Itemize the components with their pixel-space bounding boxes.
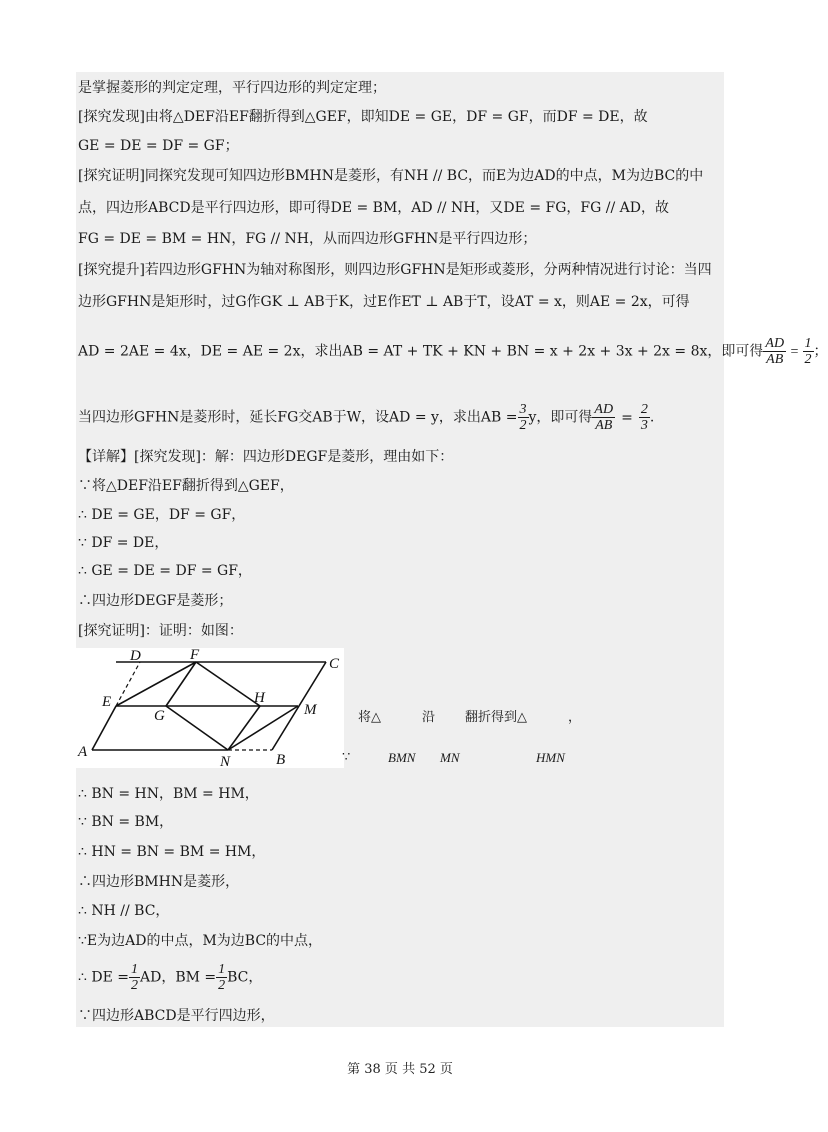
fraction-denominator: 2 — [218, 978, 226, 993]
text-line: ∴四边形BMHN是菱形， — [78, 874, 240, 890]
fraction-denominator: 2 — [130, 978, 138, 993]
text-span: ； — [813, 343, 828, 360]
fraction-numerator: 3 — [519, 402, 527, 417]
fraction-numerator: 1 — [804, 336, 812, 351]
text-line: 【详解】[探究发现]：解：四边形DEGF是菱形，理由如下： — [78, 449, 454, 465]
text-line: ∴ DE = GE，DF = GF， — [78, 507, 246, 523]
text-line: [探究提升]若四边形GFHN为轴对称图形，则四边形GFHN是矩形或菱形，分两种情况进行讨论：当四 — [78, 262, 712, 278]
caption-fragment: 将△ — [358, 710, 381, 725]
fraction — [592, 402, 615, 433]
edge-gn — [166, 706, 228, 750]
text-line: ∴ NH // BC， — [78, 903, 170, 919]
text-span: y，即可得 — [528, 409, 593, 426]
text-line: ∴四边形DEGF是菱形； — [78, 593, 233, 609]
text-line: [探究发现]由将△DEF沿EF翻折得到△GEF，即知DE = GE，DF = GF，而DF = DE，故 — [78, 109, 648, 125]
text-line: ∵ BN = BM， — [78, 814, 174, 830]
fraction-denominator: 3 — [640, 418, 648, 433]
text-span: 当四边形GFHN是菱形时，延长FG交AB于W，设AD = y，求出AB = — [78, 409, 518, 426]
fraction — [129, 962, 140, 993]
text-line: [探究证明]同探究发现可知四边形BMHN是菱形，有NH // BC，而E为边AD的中点，M为边BC的中 — [78, 168, 704, 184]
caption-fragment: 翻折得到△ — [465, 710, 527, 725]
parallelogram-diagram — [76, 648, 344, 768]
edge-nm — [228, 706, 298, 750]
fraction — [763, 336, 786, 367]
fraction-numerator: AD — [594, 402, 614, 417]
label-n: N — [220, 754, 231, 770]
caption-math: BMN — [388, 750, 416, 765]
text-span: . — [649, 409, 655, 426]
fraction-denominator: AB — [766, 352, 784, 367]
text-line: 点，四边形ABCD是平行四边形，即可得DE = BM，AD // NH，又DE = FG，FG // AD，故 — [78, 200, 669, 216]
text-span: AD = 2AE = 4x，DE = AE = 2x，求出AB = AT + TK + KN + BN = x + 2x + 3x + 2x = 8x，即可得 — [78, 343, 764, 360]
geometry-figure — [76, 648, 344, 768]
equals-sign: = — [621, 409, 633, 426]
label-e: E — [102, 694, 112, 710]
text-line: [探究证明]：证明：如图： — [78, 623, 243, 639]
edge-hn — [228, 706, 260, 750]
label-f: F — [190, 647, 200, 663]
text-span: ∴ DE = — [78, 969, 129, 986]
equals-sign: = — [786, 344, 803, 360]
caption-fragment: 沿 — [422, 710, 436, 725]
text-line: ∴ BN = HN，BM = HM， — [78, 786, 259, 802]
label-a: A — [78, 744, 88, 760]
text-line: 边形GFHN是矩形时，过G作GK ⊥ AB于K，过E作ET ⊥ AB于T，设AT = x，则AE = 2x，可得 — [78, 294, 690, 310]
caption-fragment: ， — [568, 710, 582, 725]
fraction-numerator: 1 — [130, 962, 138, 977]
edge-ef — [116, 662, 196, 706]
text-line: ∴ HN = BN = BM = HM， — [78, 844, 266, 860]
label-g: G — [154, 708, 165, 724]
caption-math: MN — [440, 750, 460, 765]
text-span: BC， — [227, 969, 263, 986]
text-line — [78, 402, 654, 433]
fraction-numerator: 1 — [218, 962, 226, 977]
fraction-denominator: 2 — [519, 418, 527, 433]
caption-math: HMN — [536, 750, 565, 765]
text-line: FG = DE = BM = HN，FG // NH，从而四边形GFHN是平行四边形； — [78, 231, 537, 247]
text-line: 是掌握菱形的判定定理，平行四边形的判定定理； — [78, 80, 386, 96]
label-m: M — [304, 702, 317, 718]
edge-fg — [166, 662, 196, 706]
text-line: ∵ DF = DE， — [78, 535, 169, 551]
fraction-numerator: 2 — [640, 402, 648, 417]
text-span: AD，BM = — [139, 969, 217, 986]
label-h: H — [254, 690, 265, 706]
fraction — [803, 336, 814, 367]
text-line — [78, 962, 262, 993]
page-footer: 第 38 页 共 52 页 — [347, 1062, 453, 1077]
fraction — [639, 402, 650, 433]
label-b: B — [276, 752, 286, 768]
text-line: ∴ GE = DE = DF = GF， — [78, 563, 252, 579]
fraction — [216, 962, 227, 993]
text-line — [78, 336, 828, 367]
label-c: C — [329, 656, 340, 672]
text-line: ∵将△DEF沿EF翻折得到△GEF， — [78, 478, 294, 494]
edge-ae — [92, 706, 116, 750]
fraction — [518, 402, 529, 433]
text-line: GE = DE = DF = GF； — [78, 138, 239, 154]
edge-fh — [196, 662, 260, 706]
text-line: ∵E为边AD的中点，M为边BC的中点， — [78, 933, 323, 949]
fraction-denominator: 2 — [804, 352, 812, 367]
text-line: ∵四边形ABCD是平行四边形， — [78, 1008, 275, 1024]
label-d: D — [130, 648, 141, 664]
fraction-denominator: AB — [595, 418, 613, 433]
fraction-numerator: AD — [765, 336, 785, 351]
because-symbol: ∵ — [342, 750, 351, 765]
